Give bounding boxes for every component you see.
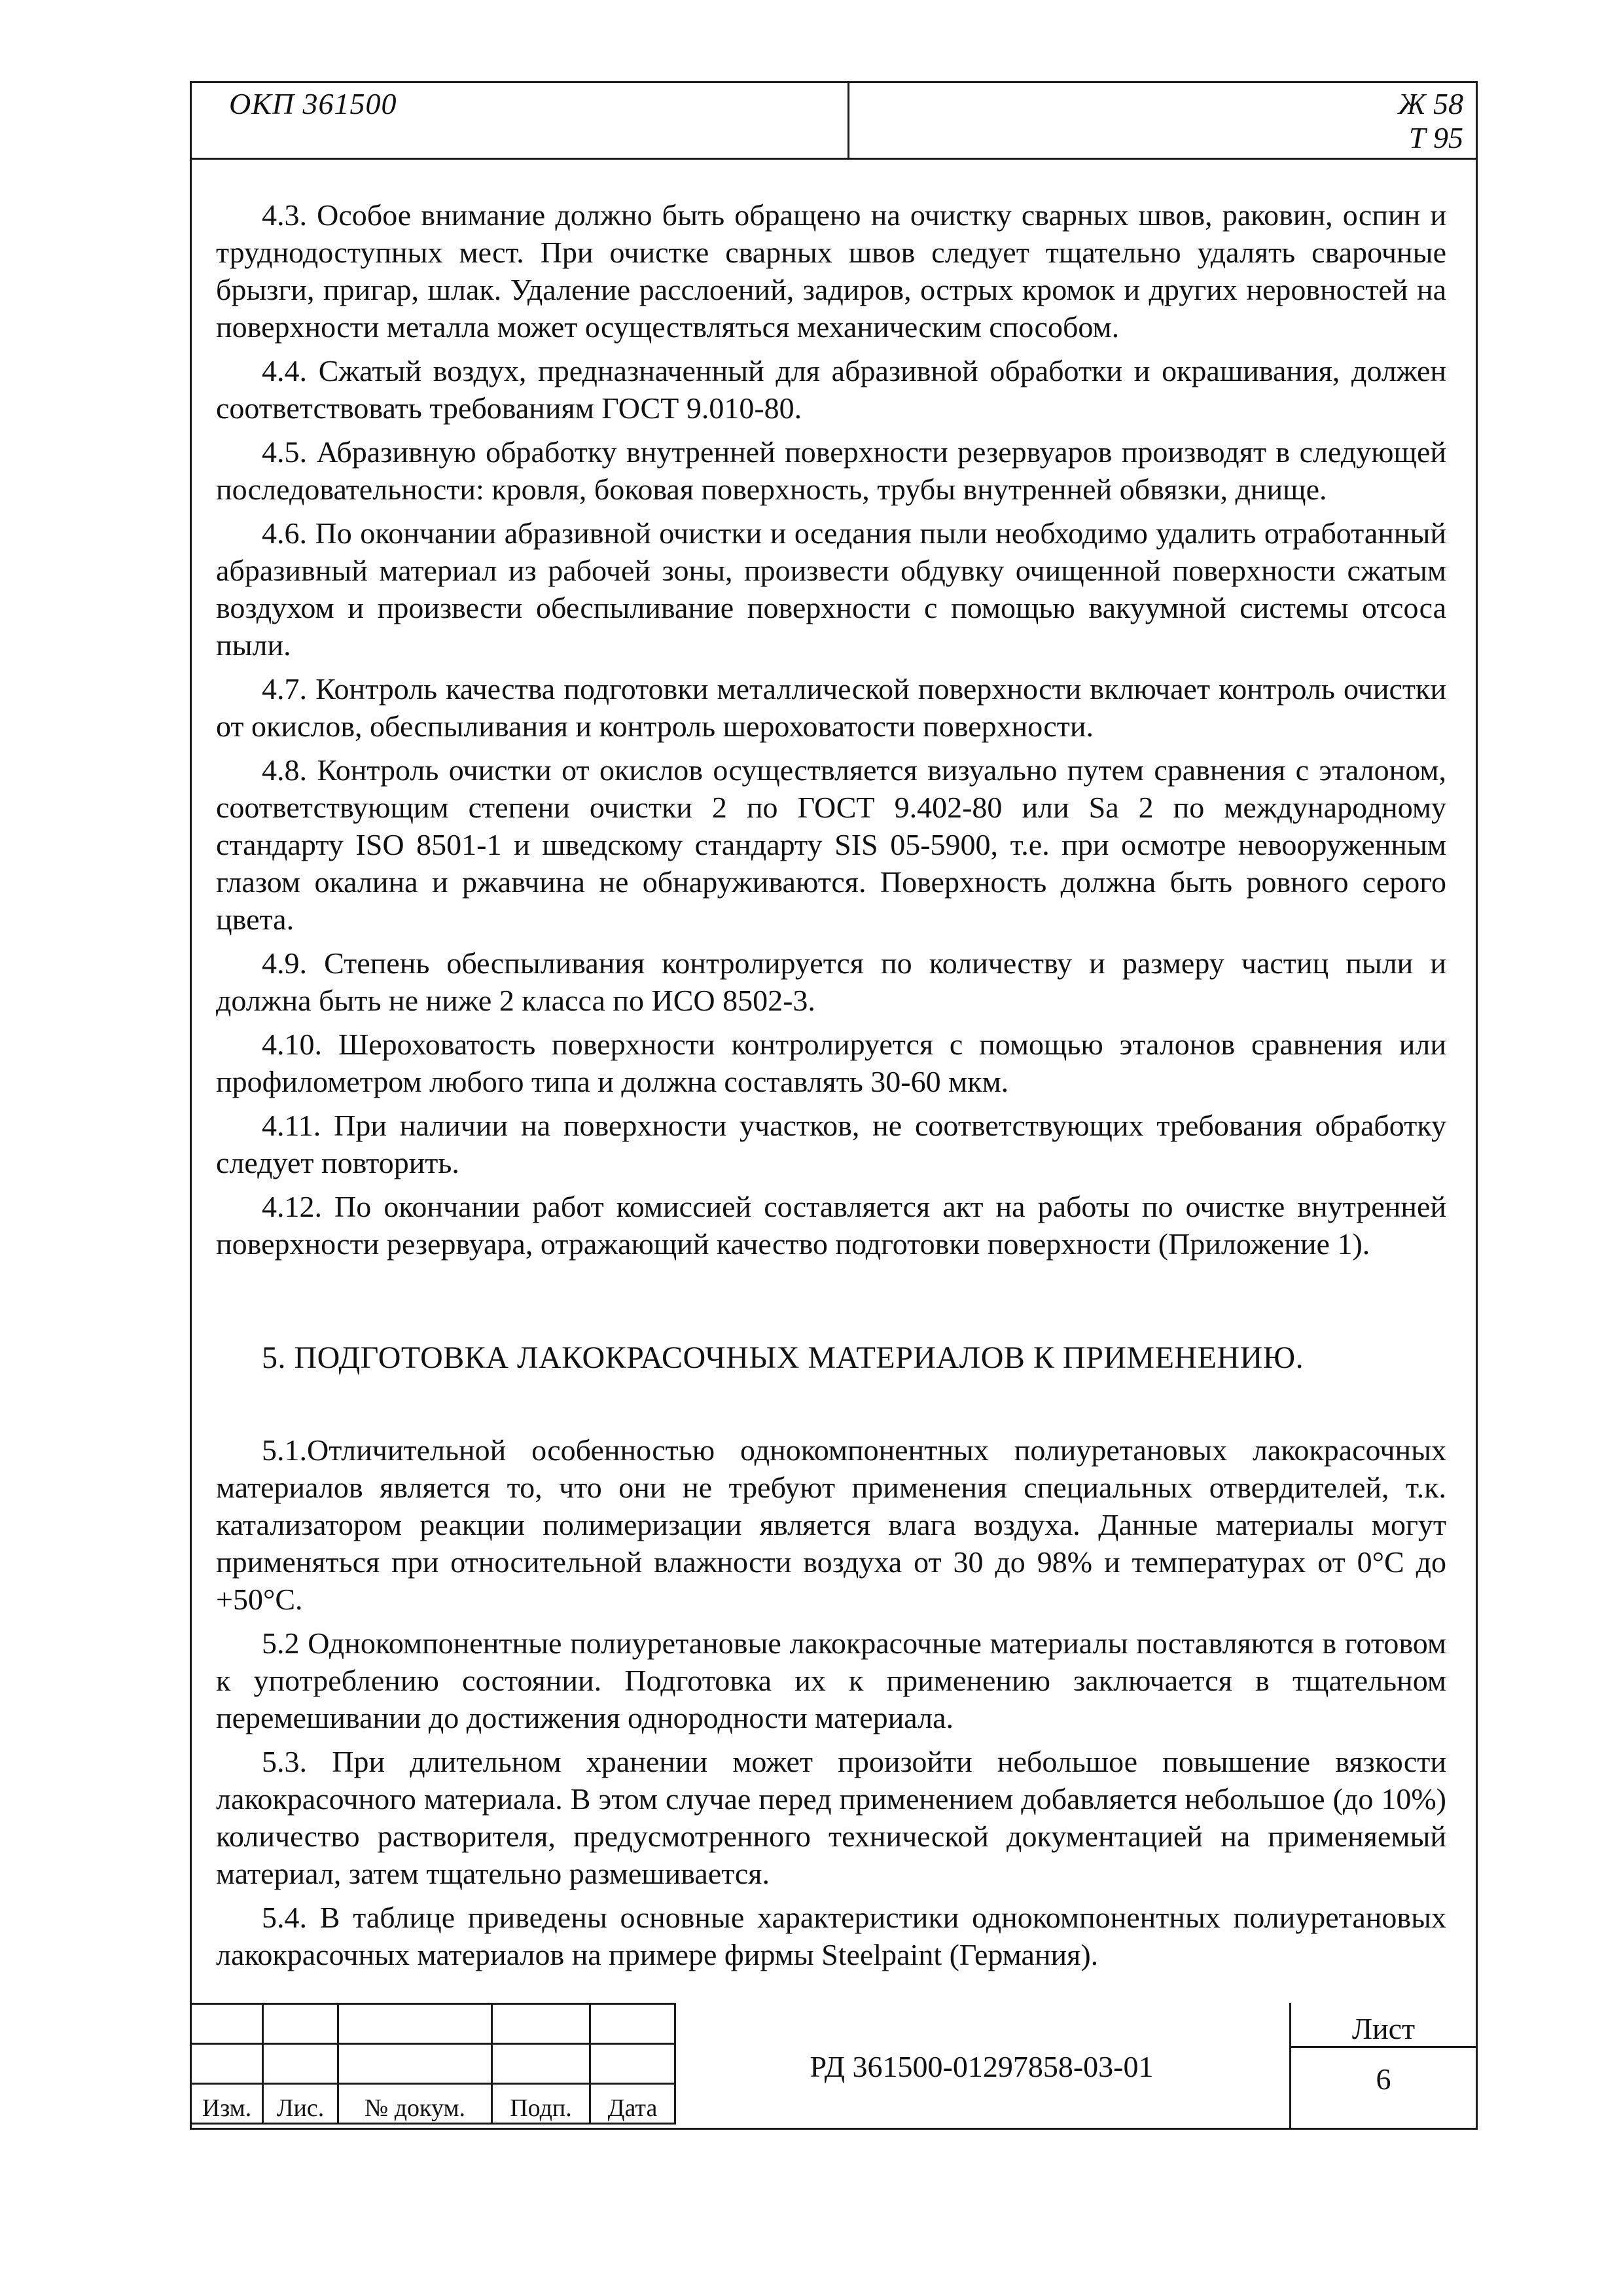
rev-cell: [338, 2044, 492, 2084]
paragraph-4-5: 4.5. Абразивную обработку внутренней поверхности резервуаров производят в следующей последовательности: кровля, боковая поверхность, трубы внутренней обвязки, днище.: [216, 435, 1446, 506]
paragraph-5-1: 5.1.Отличительной особенностью однокомпонентных полиуретановых лакокрасочных материалов является то, что они не требуют применения специальных отвердителей, т.к. катализатором реакции полимеризации является влага воздуха. Данные материалы могут применяться при относительной влажности воздуха от 30 до 98% и температурах от 0°С до +50°С.: [216, 1433, 1446, 1616]
paragraph-4-4: 4.4. Сжатый воздух, предназначенный для абразивной обработки и окрашивания, должен соответствовать требованиям ГОСТ 9.010-80.: [216, 354, 1446, 425]
rev-cell: [263, 2004, 338, 2044]
section-title: 5. ПОДГОТОВКА ЛАКОКРАСОЧНЫХ МАТЕРИАЛОВ К ПРИМЕНЕНИЮ.: [262, 1340, 1304, 1375]
rev-cell: [590, 2004, 675, 2044]
paragraph-4-8: 4.8. Контроль очистки от окислов осуществляется визуально путем сравнения с эталоном, соответствующим степени очистки 2 по ГОСТ 9.402-80 или Sa 2 по международному стандарту ISO 8501-1 и шведскому стандарту SIS 05-5900, т.е. при осмотре невооруженным глазом окалина и ржавчина не обнаруживаются. Поверхность должна быть ровного серого цвета.: [216, 753, 1446, 936]
document-body: [216, 196, 1446, 1980]
col-doc-label: № докум.: [338, 2084, 492, 2124]
rev-cell: [191, 2044, 263, 2084]
header-divider: [847, 81, 849, 160]
rev-cell: [263, 2044, 338, 2084]
rev-cell: [492, 2004, 590, 2044]
paragraph-4-6: 4.6. По окончании абразивной очистки и оседания пыли необходимо удалить отработанный абразивный материал из рабочей зоны, произвести обдувку очищенной поверхности сжатым воздухом и произвести обеспыливание поверхности с помощью вакуумной системы отсоса пыли.: [216, 516, 1446, 662]
rev-cell: [492, 2044, 590, 2084]
sheet-label: Лист: [1289, 2003, 1478, 2048]
col-lis-label: Лис.: [263, 2084, 338, 2124]
paragraph-4-12: 4.12. По окончании работ комиссией составляется акт на работы по очистке внутренней поверхности резервуара, отражающий качество подготовки поверхности (Приложение 1).: [216, 1190, 1446, 1261]
okp-code: ОКП 361500: [229, 87, 397, 120]
title-block: [190, 2003, 1478, 2130]
page-header: [190, 81, 1478, 160]
col-date-label: Дата: [590, 2084, 675, 2124]
paragraph-4-3: 4.3. Особое внимание должно быть обращено на очистку сварных швов, раковин, оспин и труднодоступных мест. При очистке сварных швов следует тщательно удалять сварочные брызги, пригар, шлак. Удаление расслоений, задиров, острых кромок и других неровностей на поверхности металла может осуществляться механическим способом.: [216, 198, 1446, 344]
paragraph-5-2: 5.2 Однокомпонентные полиуретановые лакокрасочные материалы поставляются в готовом к употреблению состоянии. Подготовка их к применению заключается в тщательном перемешивании до достижения однородности материала.: [216, 1626, 1446, 1734]
paragraph-4-7: 4.7. Контроль качества подготовки металлической поверхности включает контроль очистки от окислов, обеспыливания и контроль шероховатости поверхности.: [216, 672, 1446, 743]
col-izm-label: Изм.: [191, 2084, 263, 2124]
paragraph-5-4: 5.4. В таблице приведены основные характеристики однокомпонентных полиуретановых лакокрасочных материалов на примере фирмы Steelpaint (Германия).: [216, 1901, 1446, 1971]
document-number: РД 361500-01297858-03-01: [810, 2049, 1154, 2083]
sheet-number: 6: [1376, 2062, 1391, 2096]
rev-cell: [590, 2044, 675, 2084]
paragraph-4-11: 4.11. При наличии на поверхности участков, не соответствующих требования обработку следует повторить.: [216, 1109, 1446, 1179]
revision-table: [190, 2003, 676, 2125]
paragraph-4-9: 4.9. Степень обеспыливания контролируется по количеству и размеру частиц пыли и должна быть не ниже 2 класса по ИСО 8502-3.: [216, 946, 1446, 1017]
class-code-1: Ж 58: [1398, 87, 1463, 120]
paragraph-4-10: 4.10. Шероховатость поверхности контролируется с помощью эталонов сравнения или профилометром любого типа и должна составлять 30-60 мкм.: [216, 1028, 1446, 1098]
class-code-2: Т 95: [1408, 121, 1463, 154]
rev-cell: [338, 2004, 492, 2044]
col-podp-label: Подп.: [492, 2084, 590, 2124]
rev-cell: [191, 2004, 263, 2044]
paragraph-5-3: 5.3. При длительном хранении может произойти небольшое повышение вязкости лакокрасочного материала. В этом случае перед применением добавляется небольшое (до 10%) количество растворителя, предусмотренного технической документацией на применяемый материал, затем тщательно размешивается.: [216, 1745, 1446, 1890]
